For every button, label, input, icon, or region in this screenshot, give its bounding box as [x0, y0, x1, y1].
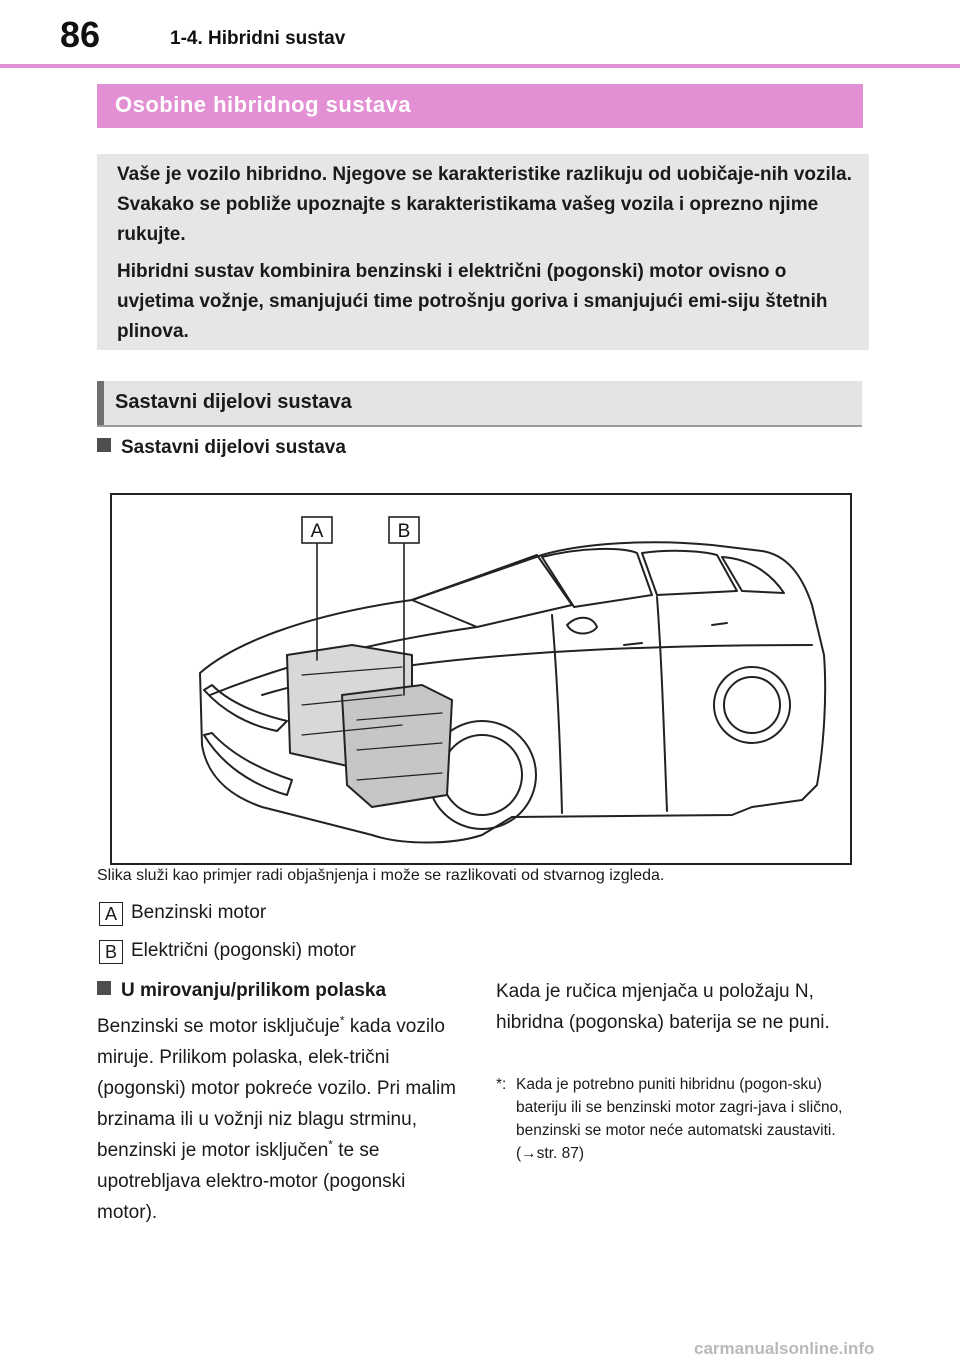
car-door-line-rear [657, 597, 667, 811]
legend-text-b: Električni (pogonski) motor [131, 940, 356, 961]
watermark: carmanualsonline.info [694, 1339, 875, 1358]
figure-label-b: B [397, 521, 411, 542]
subsection-title: Sastavni dijelovi sustava [115, 391, 352, 413]
footnote-text: Kada je potrebno puniti hibridnu (pogon-sku) bateriju ili se benzinski motor zagri-java i slično, benzinski se motor neće automatski zaustaviti. (→str. 87) [516, 1076, 843, 1162]
intro-box [97, 154, 869, 350]
figure-caption: Slika služi kao primjer radi objašnjenja i može se razlikovati od stvarnog izgleda. [97, 867, 665, 884]
legend-item-b [99, 940, 356, 964]
section-title: 1-4. Hibridni sustav [170, 28, 346, 49]
neutral-paragraph: Kada je ručica mjenjača u položaju N, hibridna (pogonska) baterija se ne puni. [496, 981, 830, 1033]
idle-text-3: te se upotrebljava elektro-motor (pogonski motor). [97, 1140, 406, 1223]
car-front-window [542, 549, 652, 607]
components-heading [97, 437, 346, 459]
subsection-bar [97, 381, 862, 427]
square-bullet-icon [97, 981, 111, 995]
asterisk-2: * [328, 1137, 333, 1152]
car-rear-wheel [714, 667, 790, 743]
idle-heading-text: U mirovanju/prilikom polaska [121, 980, 387, 1001]
hybrid-car-figure [110, 493, 852, 865]
legend-key-a: A [99, 902, 123, 926]
car-mirror [567, 618, 597, 634]
car-grille [204, 733, 292, 795]
legend-text-a: Benzinski motor [131, 902, 267, 923]
figure-label-a: A [310, 521, 324, 542]
components-heading-text: Sastavni dijelovi sustava [121, 437, 346, 458]
idle-text-2: kada vozilo miruje. Prilikom polaska, elek-trični (pogonski) motor pokreće vozilo. Pri malim brzinama ili u vožnji niz blagu strminu, benzinski je motor isključen [97, 1016, 457, 1161]
footnote-mark: *: [496, 1076, 507, 1093]
car-illustration [112, 495, 850, 863]
idle-heading [97, 980, 386, 1002]
intro-paragraph-2: Hibridni sustav kombinira benzinski i električni (pogonski) motor ovisno o uvjetima vožnje, smanjujući time potrošnju goriva i smanjujući emi-siju štetnih plinova. [117, 261, 828, 342]
asterisk-1: * [339, 1013, 345, 1028]
car-door-handle-front [624, 643, 642, 645]
engine-block-b [342, 685, 452, 807]
header-rule [0, 64, 960, 68]
legend-item-a [99, 902, 266, 926]
main-title-bar [97, 84, 863, 128]
car-door-line-front [552, 615, 562, 813]
idle-paragraph [97, 1011, 469, 1228]
page-number: 86 [60, 14, 101, 55]
legend-key-b: B [99, 940, 123, 964]
subsection-bar-accent [97, 381, 104, 425]
square-bullet-icon [97, 438, 111, 452]
intro-paragraph-1: Vaše je vozilo hibridno. Njegove se karakteristike razlikuju od uobičaje-nih vozila. Svakako se pobliže upoznajte s karakteristikama vašeg vozila i oprezno njime rukujte. [117, 164, 852, 245]
main-title: Osobine hibridnog sustava [115, 92, 412, 117]
car-door-handle-rear [712, 623, 727, 625]
idle-text-1: Benzinski se motor isključuje [97, 1016, 340, 1037]
car-rear-quarter [722, 557, 784, 593]
